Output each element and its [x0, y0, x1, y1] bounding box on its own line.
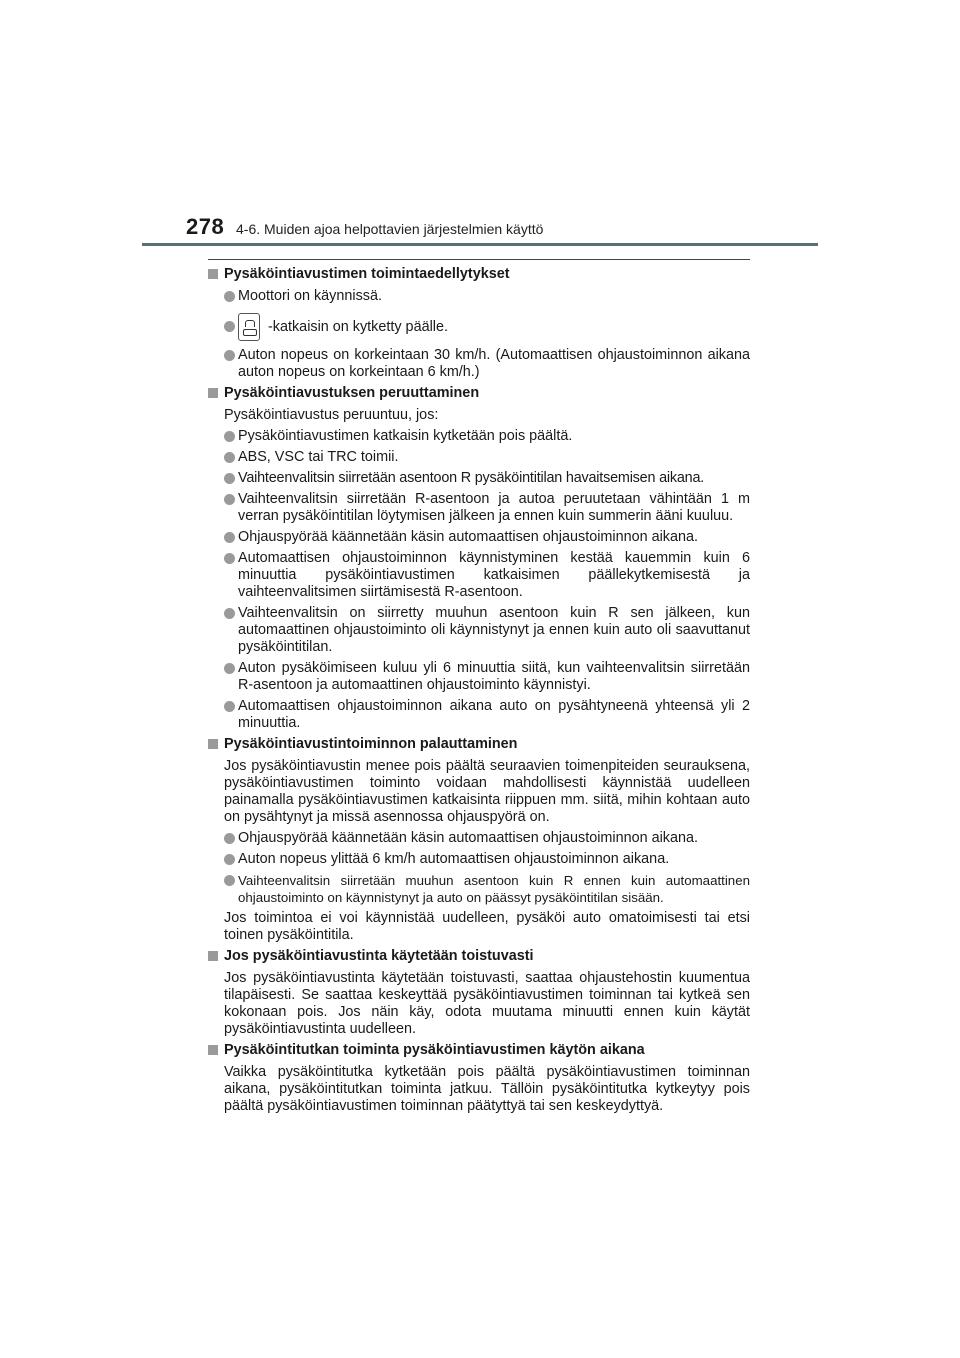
running-head: 4-6. Muiden ajoa helpottavien järjestelmien käyttö — [236, 221, 544, 237]
page-number: 278 — [186, 214, 225, 239]
section-heading-text: Pysäköintiavustintoiminnon palauttaminen — [224, 736, 518, 752]
bullet-icon — [224, 663, 235, 674]
page-content — [208, 259, 750, 1119]
list-item-text: Auton nopeus ylittää 6 km/h automaattisen ohjaustoiminnon aikana. — [238, 851, 670, 867]
list-item-text: Vaihteenvalitsin siirretään R-asentoon ja autoa peruutetaan vähintään 1 m verran pysäköintitilan löytymisen jälkeen ja ennen kuin summerin ääni kuuluu. — [238, 491, 750, 524]
list-item — [208, 605, 750, 656]
list-item-text: Automaattisen ohjaustoiminnon käynnistyminen kestää kauemmin kuin 6 minuuttia pysäköintiavustimen katkaisimen päällekytkemisestä ja vaihteenvalitsimen siirtämisestä R-asentoon. — [238, 550, 750, 600]
list-item-text: Vaihteenvalitsin on siirretty muuhun asentoon kuin R sen jälkeen, kun automaattinen ohjaustoiminto oli käynnistynyt ja ennen kuin auto oli saavuttanut pysäköintitilan. — [238, 605, 750, 655]
bullet-icon — [224, 473, 235, 484]
bullet-icon — [224, 350, 235, 361]
list-item — [208, 428, 750, 445]
list-item-text: -katkaisin on kytketty päälle. — [268, 319, 448, 335]
section-heading — [208, 266, 750, 283]
bullet-icon — [224, 532, 235, 543]
list-item-text: Auton nopeus on korkeintaan 30 km/h. (Automaattisen ohjaustoiminnon aikana auton nopeus on korkeintaan 6 km/h.) — [238, 347, 750, 380]
square-bullet-icon — [208, 1045, 218, 1055]
bullet-icon — [224, 494, 235, 505]
list-item — [208, 491, 750, 525]
list-item — [208, 851, 750, 868]
bullet-icon — [224, 833, 235, 844]
list-item-text: ABS, VSC tai TRC toimii. — [238, 449, 399, 465]
square-bullet-icon — [208, 269, 218, 279]
list-item — [208, 311, 750, 343]
list-item-text: Auton pysäköimiseen kuluu yli 6 minuuttia siitä, kun vaihteenvalitsin siirretään R-asentoon ja automaattinen ohjaustoiminto käynnistyi. — [238, 660, 750, 693]
section-text: Jos pysäköintiavustinta käytetään toistuvasti, saattaa ohjaustehostin kuumentua tilapäisesti. Se saattaa keskeyttää pysäköintiavustimen toiminnan tai kytkeä sen kokonaan pois. Jos näin käy, odota muutama minuutti ennen kuin käytät pysäköintiavustinta uudelleen. — [224, 970, 750, 1037]
list-item — [208, 529, 750, 546]
bullet-icon — [224, 608, 235, 619]
list-item-text: Pysäköintiavustimen katkaisin kytketään pois päältä. — [238, 428, 573, 444]
bullet-icon — [224, 875, 235, 886]
list-item — [208, 347, 750, 381]
list-item — [208, 449, 750, 466]
list-item-text: Ohjauspyörää käännetään käsin automaattisen ohjaustoiminnon aikana. — [238, 529, 699, 545]
section-heading — [208, 948, 750, 965]
section-heading-text: Pysäköintiavustimen toimintaedellytykset — [224, 266, 510, 282]
section-outro: Jos toimintoa ei voi käynnistää uudelleen, pysäköi auto omatoimisesti tai etsi toinen pysäköintitila. — [224, 910, 750, 943]
section-heading-text: Pysäköintiavustuksen peruuttaminen — [224, 385, 480, 401]
bullet-icon — [224, 452, 235, 463]
list-item — [208, 660, 750, 694]
bullet-icon — [224, 291, 235, 302]
list-item — [208, 470, 750, 487]
section-intro: Jos pysäköintiavustin menee pois päältä seuraavien toimenpiteiden seurauksena, pysäköintiavustimen toiminto voidaan mahdollisesti käynnistää uudelleen painamalla pysäköintiavustimen katkaisinta riippuen mm. siitä, mihin kohtaan auto on pysähtynyt ja missä asennossa ohjauspyörä on. — [224, 758, 750, 825]
bullet-icon — [224, 701, 235, 712]
section-heading — [208, 385, 750, 402]
section-heading-text: Jos pysäköintiavustinta käytetään toistuvasti — [224, 948, 534, 964]
header-rule — [142, 243, 818, 246]
section-heading-text: Pysäköintitutkan toiminta pysäköintiavustimen käytön aikana — [224, 1042, 645, 1058]
list-item — [208, 288, 750, 305]
section-heading — [208, 1042, 750, 1059]
bullet-icon — [224, 431, 235, 442]
bullet-icon — [224, 553, 235, 564]
list-item — [208, 698, 750, 732]
square-bullet-icon — [208, 388, 218, 398]
square-bullet-icon — [208, 739, 218, 749]
bullet-icon — [224, 321, 235, 332]
list-item-text: Vaihteenvalitsin siirretään muuhun asentoon kuin R ennen kuin automaattinen ohjaustoiminto on käynnistynyt ja auto on päässyt pysäköintitilan sisään. — [238, 873, 750, 905]
list-item-text: Vaihteenvalitsin siirretään asentoon R pysäköintitilan havaitsemisen aikana. — [238, 470, 705, 486]
list-item-text: Ohjauspyörää käännetään käsin automaattisen ohjaustoiminnon aikana. — [238, 830, 699, 846]
list-item — [208, 550, 750, 601]
list-item-text: Moottori on käynnissä. — [238, 288, 382, 304]
list-item — [208, 872, 750, 906]
square-bullet-icon — [208, 951, 218, 961]
parking-assist-switch-icon — [238, 313, 260, 341]
section-intro: Pysäköintiavustus peruuntuu, jos: — [224, 407, 439, 423]
list-item-text: Automaattisen ohjaustoiminnon aikana auto on pysähtyneenä yhteensä yli 2 minuuttia. — [238, 698, 750, 731]
section-text: Vaikka pysäköintitutka kytketään pois päältä pysäköintiavustimen toiminnan aikana, pysäköintitutkan toiminta jatkuu. Tällöin pysäköintitutka kytkeytyy pois päältä pysäköintiavustimen toiminnan päätyttyä tai sen keskeydyttyä. — [224, 1064, 750, 1114]
bullet-icon — [224, 854, 235, 865]
section-heading — [208, 736, 750, 753]
list-item — [208, 830, 750, 847]
